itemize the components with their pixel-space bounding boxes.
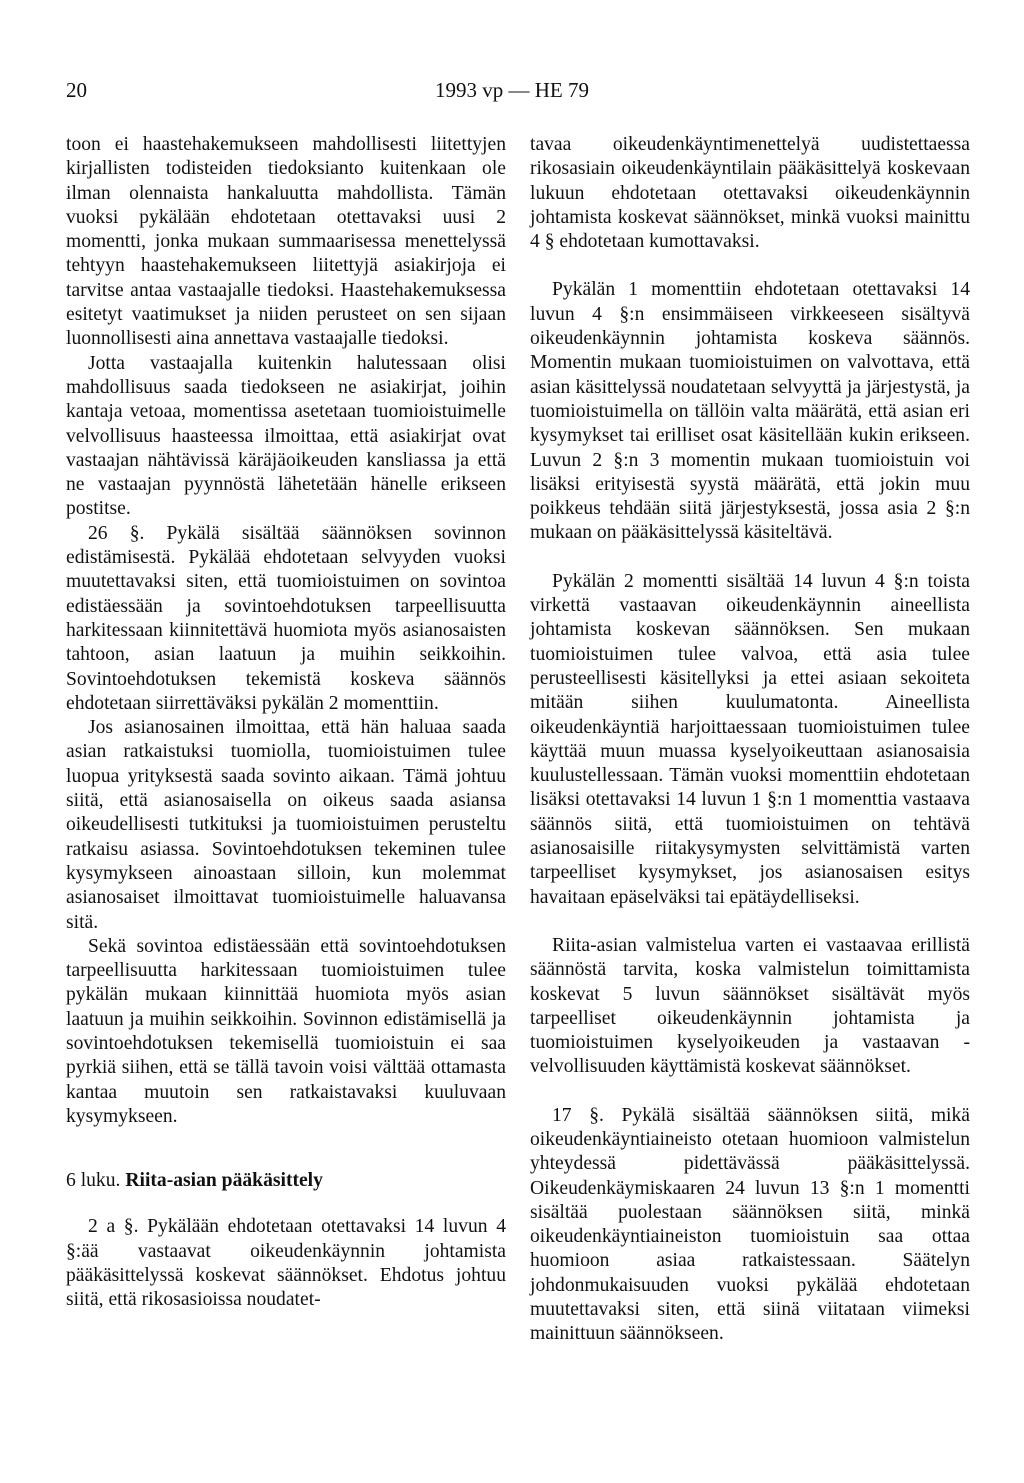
paragraph: toon ei haastehakemukseen mahdollisesti liitettyjen kirjallisten todisteiden tiedoksianto kuitenkaan ole ilman olennaista hankaluutta mahdollista. Tämän vuoksi pykälään ehdotetaan otettavaksi uusi 2 momentti, jonka mukaan summaarisessa menettelyssä tehtyyn haastehakemukseen liitettyjä asiakirjoja ei tarvitse antaa vastaajalle tiedoksi. Haastehakemuksessa esitetyt vaatimukset ja niiden perusteet on sen sijaan luonnollisesti aina annettava vastaajalle tiedoksi. — [66, 134, 506, 350]
left-column — [66, 133, 506, 1313]
paragraph: Jos asianosainen ilmoittaa, että hän haluaa saada asian ratkaistuksi tuomiolla, tuomioistuimen tulee luopua yrityksestä saada sovinto aikaan. Tämä johtuu siitä, että asianosaisella on oikeus saada asiansa oikeudellisesti tutkituksi ja tuomioistuimen perusteltu ratkaisu asiassa. Sovintoehdotuksen tekeminen tulee kysymykseen ainoastaan silloin, kun molemmat asianosaiset ilmoittavat tuomioistuimelle haluavansa sitä. — [66, 717, 506, 933]
chapter-heading — [66, 1169, 506, 1193]
chapter-number: 6 luku. — [66, 1170, 121, 1192]
paragraph: Pykälän 2 momentti sisältää 14 luvun 4 §:n toista virkettä vastaavan oikeudenkäynnin aineellista johtamista koskevan säännöksen. Sen mukaan tuomioistuimen tulee valvoa, että asia tulee perusteellisesti käsitellyksi ja ettei asiaan sekoiteta mitään siihen kuulumatonta. Aineellista oikeudenkäyntiä harjoittaessaan tuomioistuimen tulee käyttää muun muassa kyselyoikeuttaan asianosaisia kuulustellessaan. Tämän vuoksi momenttiin ehdotetaan lisäksi otettavaksi 14 luvun 1 §:n 1 momenttia vastaava säännös siitä, että tuomioistuimen on tehtävä asianosaisille riitakysymysten selvittämistä varten tarpeelliset kysymykset, jos asianosaisen esitys havaitaan epäselväksi tai epätäydelliseksi. — [530, 570, 970, 908]
chapter-title: Riita-asian pääkäsittely — [125, 1170, 323, 1192]
paragraph: 17 §. Pykälä sisältää säännöksen siitä, mikä oikeudenkäyntiaineisto otetaan huomioon valmistelun yhteydessä pidettävässä pääkäsittelyssä. Oikeudenkäymiskaaren 24 luvun 13 §:n 1 momentti sisältää puolestaan säännöksen siitä, minkä oikeudenkäyntiaineiston tuomioistuin saa ottaa huomioon asiaa ratkaistessaan. Säätelyn johdonmukaisuuden vuoksi pykälää ehdotetaan muutettavaksi siten, että siinä viitataan viimeksi mainittuun säännökseen. — [530, 1104, 970, 1345]
paragraph: Jotta vastaajalla kuitenkin halutessaan olisi mahdollisuus saada tiedokseen ne asiakirjat, joihin kantaja vetoaa, momentissa asetetaan tuomioistuimelle velvollisuus haasteessa ilmoittaa, että asiakirjat ovat vastaajan nähtävissä käräjäoikeuden kansliassa ja että ne vastaajan pyynnöstä lähetetään hänelle erikseen postitse. — [66, 352, 506, 520]
paragraph: Sekä sovintoa edistäessään että sovintoehdotuksen tarpeellisuutta harkitessaan tuomioistuimen tulee pykälän mukaan kiinnittää huomiota myös asian laatuun ja muihin seikkoihin. Sovinnon edistämisellä ja sovintoehdotuksen tekemisellä tuomioistuin ei saa pyrkiä siihen, että se tällä tavoin voisi välttää ottamasta kantaa muutoin sen ratkaistavaksi kuuluvaan kysymykseen. — [66, 935, 506, 1127]
paragraph: tavaa oikeudenkäyntimenettelyä uudistettaessa rikosasiain oikeudenkäyntilain pääkäsittelyä koskevaan lukuun ehdotetaan otettavaksi oikeudenkäynnin johtamista koskevat säännökset, minkä vuoksi mainittu 4 § ehdotetaan kumottavaksi. — [530, 134, 970, 253]
page-header — [0, 78, 1024, 108]
page-number: 20 — [66, 78, 87, 102]
running-title: 1993 vp — HE 79 — [435, 78, 589, 102]
paragraph: Pykälän 1 momenttiin ehdotetaan otettavaksi 14 luvun 4 §:n ensimmäiseen virkkeeseen sisältyvä oikeudenkäynnin johtamista koskeva säännös. Momentin mukaan tuomioistuimen on valvottava, että asian käsittelyssä noudatetaan selvyyttä ja järjestystä, ja tuomioistuimella on tällöin valta määrätä, että asian eri kysymykset tai erilliset osat käsitellään kukin erikseen. Luvun 2 §:n 3 momentin mukaan tuomioistuin voi lisäksi erityisestä syystä määrätä, että jokin muu poikkeus tehdään siitä järjestyksestä, jossa asia 2 §:n mukaan on pääkäsittelyssä käsiteltävä. — [530, 279, 970, 544]
paragraph: Riita-asian valmistelua varten ei vastaavaa erillistä säännöstä tarvita, koska valmistelun toimittamista koskevat 5 luvun säännökset sisältävät myös tarpeelliset oikeudenkäynnin johtamista ja tuomioistuimen kyselyoikeuden ja vastaavan -velvollisuuden käyttämistä koskevat säännökset. — [530, 934, 970, 1078]
right-column — [530, 133, 970, 1347]
paragraph: 2 a §. Pykälään ehdotetaan otettavaksi 14 luvun 4 §:ää vastaavat oikeudenkäynnin johtamista pääkäsittelyssä koskevat säännökset. Ehdotus johtuu siitä, että rikosasioissa noudatet- — [66, 1216, 506, 1311]
paragraph: 26 §. Pykälä sisältää säännöksen sovinnon edistämisestä. Pykälää ehdotetaan selvyyden vuoksi muutettavaksi siten, että tuomioistuimen on sovintoa edistäessään ja sovintoehdotuksen tarpeellisuutta harkitessaan kiinnitettävä huomiota myös asianosaisten tahtoon, asian laatuun ja muihin seikkoihin. Sovintoehdotuksen tekemistä koskeva säännös ehdotetaan siirrettäväksi pykälän 2 momenttiin. — [66, 522, 506, 714]
